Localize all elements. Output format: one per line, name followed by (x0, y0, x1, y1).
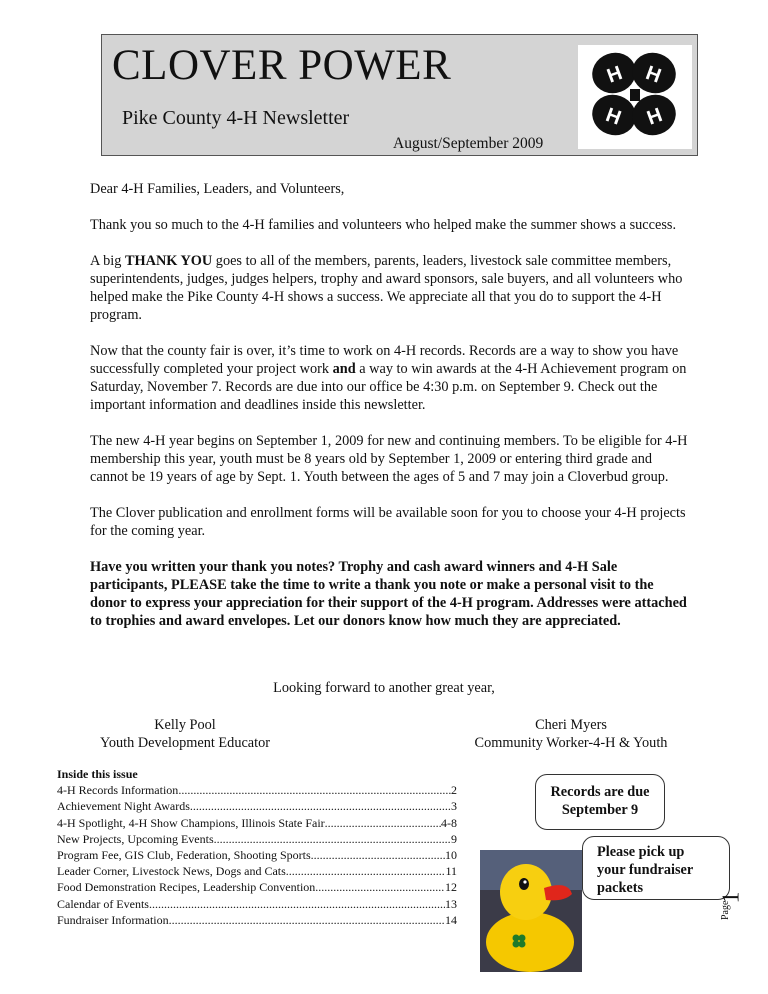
page-number: 1 (718, 891, 745, 904)
toc-item[interactable]: Calendar of Events ..... 13 (57, 896, 457, 912)
toc-heading: Inside this issue (57, 767, 138, 781)
page-word: Page (720, 900, 731, 920)
toc-item[interactable]: Achievement Night Awards ..... 3 (57, 798, 457, 814)
four-h-clover-icon (578, 45, 692, 149)
paragraph-records: Now that the county fair is over, it’s time to work on 4-H records. Records are a way to show you have successfully completed your project work and a way to win awards at the 4-H Achievement program on Saturday, November 7. Records are due into our office be 4:30 p.m. on September 9. Check out the important information and deadlines inside this newsletter. (90, 343, 687, 413)
issue-date: August/September 2009 (393, 135, 544, 152)
closing-line: Looking forward to another great year, (273, 680, 495, 696)
callout-text: packets (597, 880, 644, 896)
records-due-callout (535, 774, 665, 830)
fundraiser-callout (582, 836, 730, 900)
signature-name: Cheri Myers (535, 717, 607, 733)
signature-title: Community Worker-4-H & Youth (474, 735, 668, 751)
callout-text: Records are due (550, 784, 650, 800)
callout-text: your fundraiser (597, 862, 694, 878)
table-of-contents (57, 766, 457, 928)
toc-item[interactable]: New Projects, Upcoming Events ..... 9 (57, 831, 457, 847)
svg-text:H: H (644, 104, 666, 130)
paragraph-new-year: The new 4-H year begins on September 1, 2009 for new and continuing members. To be eligible for 4-H membership this year, youth must be 8 years old by September 1, 2009 or entering third grade and cannot be 19 years of age by Sept. 1. Youth between the ages of 5 and 7 may join a Cloverbud group. (90, 433, 688, 485)
callout-text: September 9 (561, 802, 639, 818)
page-number-label (720, 886, 744, 934)
paragraph-clover-publication: The Clover publication and enrollment forms will be available soon for you to choose your 4-H projects for the coming year. (90, 505, 686, 539)
callout-text: Please pick up (597, 844, 685, 860)
svg-text:H: H (604, 62, 626, 88)
toc-item[interactable]: Food Demonstration Recipes, Leadership Convention ..... 12 (57, 879, 457, 895)
newsletter-subtitle: Pike County 4-H Newsletter (122, 107, 350, 129)
toc-item[interactable]: 4-H Records Information ..... 2 (57, 782, 457, 798)
toc-item[interactable]: Program Fee, GIS Club, Federation, Shooting Sports ..... 10 (57, 847, 457, 863)
signature-kelly-pool (94, 716, 276, 752)
signature-cheri-myers (464, 716, 678, 752)
toc-item[interactable]: Fundraiser Information ..... 14 (57, 912, 457, 928)
salutation: Dear 4-H Families, Leaders, and Volunteers, (90, 181, 345, 197)
svg-text:H: H (602, 104, 624, 130)
paragraph-big-thank-you: A big THANK YOU goes to all of the members, parents, leaders, livestock sale committee members, superintendents, judges, judges helpers, trophy and award sponsors, sale buyers, and all volunteers who helped make the Pike County 4-H shows a success. We appreciate all that you do to support the 4-H program. (90, 253, 683, 323)
signature-title: Youth Development Educator (99, 735, 271, 751)
letter-body (90, 180, 688, 648)
paragraph-thank-you-notes: Have you written your thank you notes? Trophy and cash award winners and 4-H Sale participants, PLEASE take the time to write a thank you note or make a personal visit to the donor to express your appreciation for their support of the 4-H program. Addresses were attached to trophies and award envelopes. Let our donors know how much they are appreciated. (90, 559, 687, 629)
svg-text:H: H (642, 62, 664, 88)
rubber-duck-image (480, 850, 582, 972)
newsletter-title: CLOVER POWER (112, 42, 452, 89)
toc-item[interactable]: 4-H Spotlight, 4-H Show Champions, Illinois State Fair ..... 4-8 (57, 815, 457, 831)
signature-name: Kelly Pool (154, 717, 216, 733)
paragraph-thanks: Thank you so much to the 4-H families and volunteers who helped make the summer shows a success. (90, 217, 677, 233)
toc-item[interactable]: Leader Corner, Livestock News, Dogs and Cats ..... 11 (57, 863, 457, 879)
newsletter-header (101, 34, 698, 156)
